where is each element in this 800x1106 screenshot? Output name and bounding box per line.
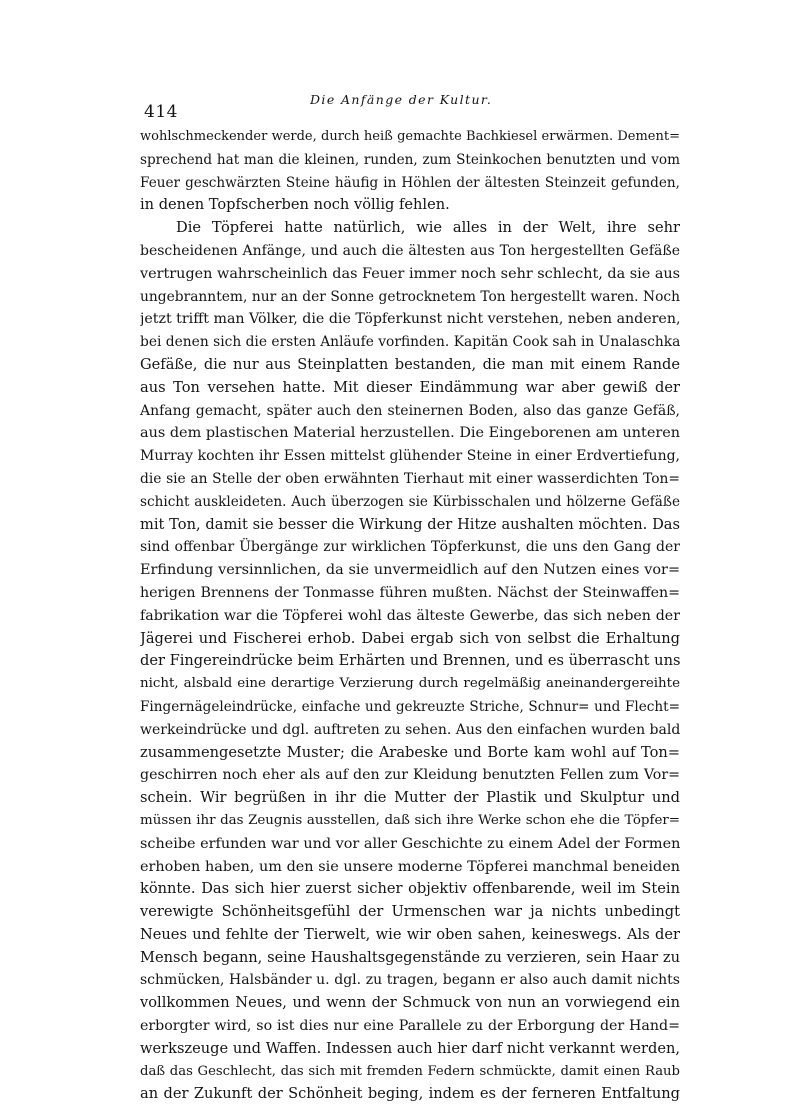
text-line: aus Ton versehen hatte. Mit dieser Eindämmung war aber gewiß der	[140, 378, 680, 396]
body-text	[140, 126, 680, 1106]
text-line: in denen Topfscherben noch völlig fehlen.	[140, 196, 450, 214]
text-line: geschirren noch eher als auf den zur Kleidung benutzten Fellen zum Vor=	[140, 767, 680, 784]
text-line: Neues und fehlte der Tierwelt, wie wir oben sahen, keineswegs. Als der	[140, 925, 680, 943]
text-line: nicht, alsbald eine derartige Verzierung durch regelmäßig aneinandergereihte	[140, 676, 680, 692]
text-line: ungebranntem, nur an der Sonne getrocknetem Ton hergestellt waren. Noch	[140, 288, 680, 305]
page-number: 414	[144, 102, 178, 122]
text-line: erhoben haben, um den sie unsere moderne Töpferei manchmal beneiden	[140, 858, 680, 875]
text-line: schicht auskleideten. Auch überzogen sie Kürbisschalen und hölzerne Gefäße	[140, 493, 680, 510]
text-line: zusammengesetzte Muster; die Arabeske und Borte kam wohl auf Ton=	[140, 743, 680, 761]
text-line: erborgter wird, so ist dies nur eine Parallele zu der Erborgung der Hand=	[140, 1018, 680, 1035]
text-line: scheibe erfunden war und vor aller Geschichte zu einem Adel der Formen	[140, 835, 680, 852]
text-line: wohlschmeckender werde, durch heiß gemachte Bachkiesel erwärmen. Dement=	[140, 129, 680, 144]
text-line: Fingernägeleindrücke, einfache und gekreuzte Striche, Schnur= und Flecht=	[140, 698, 680, 715]
text-line: müssen ihr das Zeugnis ausstellen, daß sich ihre Werke schon ehe die Töpfer=	[140, 812, 680, 828]
text-line: bescheidenen Anfänge, und auch die ältesten aus Ton hergestellten Gefäße	[140, 242, 680, 259]
text-line: könnte. Das sich hier zuerst sicher objektiv offenbarende, weil im Stein	[140, 880, 680, 898]
text-line: schmücken, Halsbänder u. dgl. zu tragen, begann er also auch damit nichts	[140, 972, 680, 989]
text-line: Feuer geschwärzten Steine häufig in Höhlen der ältesten Steinzeit gefunden,	[140, 174, 680, 191]
text-line: werkeindrücke und dgl. auftreten zu sehen. Aus den einfachen wurden bald	[140, 721, 680, 738]
text-line: bei denen sich die ersten Anläufe vorfinden. Kapitän Cook sah in Unalaschka	[140, 334, 680, 351]
text-line: fabrikation war die Töpferei wohl das älteste Gewerbe, das sich neben der	[140, 607, 680, 624]
text-line: vollkommen Neues, und wenn der Schmuck von nun an vorwiegend ein	[140, 994, 680, 1012]
text-line: daß das Geschlecht, das sich mit fremden Federn schmückte, damit einen Raub	[140, 1063, 680, 1079]
text-line: Jägerei und Fischerei erhob. Dabei ergab sich von selbst die Erhaltung	[140, 629, 680, 647]
text-line: die sie an Stelle der oben erwähnten Tierhaut mit einer wasserdichten Ton=	[140, 470, 680, 487]
text-line: verewigte Schönheitsgefühl der Urmenschen war ja nichts unbedingt	[140, 903, 680, 921]
running-title: Die Anfänge der Kultur.	[310, 92, 493, 107]
text-line: vertrugen wahrscheinlich das Feuer immer noch sehr schlecht, da sie aus	[140, 265, 680, 282]
text-line: Gefäße, die nur aus Steinplatten bestanden, die man mit einem Rande	[140, 355, 680, 373]
page-header	[140, 86, 680, 126]
text-line: herigen Brennens der Tonmasse führen mußten. Nächst der Steinwaffen=	[140, 584, 680, 601]
text-line: Anfang gemacht, später auch den steinernen Boden, also das ganze Gefäß,	[140, 402, 680, 419]
text-line: Die Töpferei hatte natürlich, wie alles in der Welt, ihre sehr	[176, 219, 680, 237]
text-line: jetzt trifft man Völker, die die Töpferkunst nicht verstehen, neben anderen,	[140, 311, 680, 328]
text-line: schein. Wir begrüßen in ihr die Mutter der Plastik und Skulptur und	[140, 789, 680, 807]
text-line: mit Ton, damit sie besser die Wirkung der Hitze aushalten möchten. Das	[140, 515, 680, 533]
text-line: werkszeuge und Waffen. Indessen auch hier darf nicht verkannt werden,	[140, 1039, 680, 1057]
text-line: sprechend hat man die kleinen, runden, zum Steinkochen benutzten und vom	[140, 151, 680, 168]
text-line: sind offenbar Übergänge zur wirklichen Töpferkunst, die uns den Gang der	[140, 539, 680, 556]
text-line: der Fingereindrücke beim Erhärten und Brennen, und es überrascht uns	[140, 652, 680, 670]
text-line: Erfindung versinnlichen, da sie unvermeidlich auf den Nutzen eines vor=	[140, 562, 680, 579]
text-line: an der Zukunft der Schönheit beging, indem es der ferneren Entfaltung	[140, 1085, 680, 1103]
text-line: aus dem plastischen Material herzustellen. Die Eingeborenen am unteren	[140, 425, 680, 442]
text-line: Murray kochten ihr Essen mittelst glühender Steine in einer Erdvertiefung,	[140, 448, 680, 465]
text-line: Mensch begann, seine Haushaltsgegenstände zu verzieren, sein Haar zu	[140, 948, 680, 966]
